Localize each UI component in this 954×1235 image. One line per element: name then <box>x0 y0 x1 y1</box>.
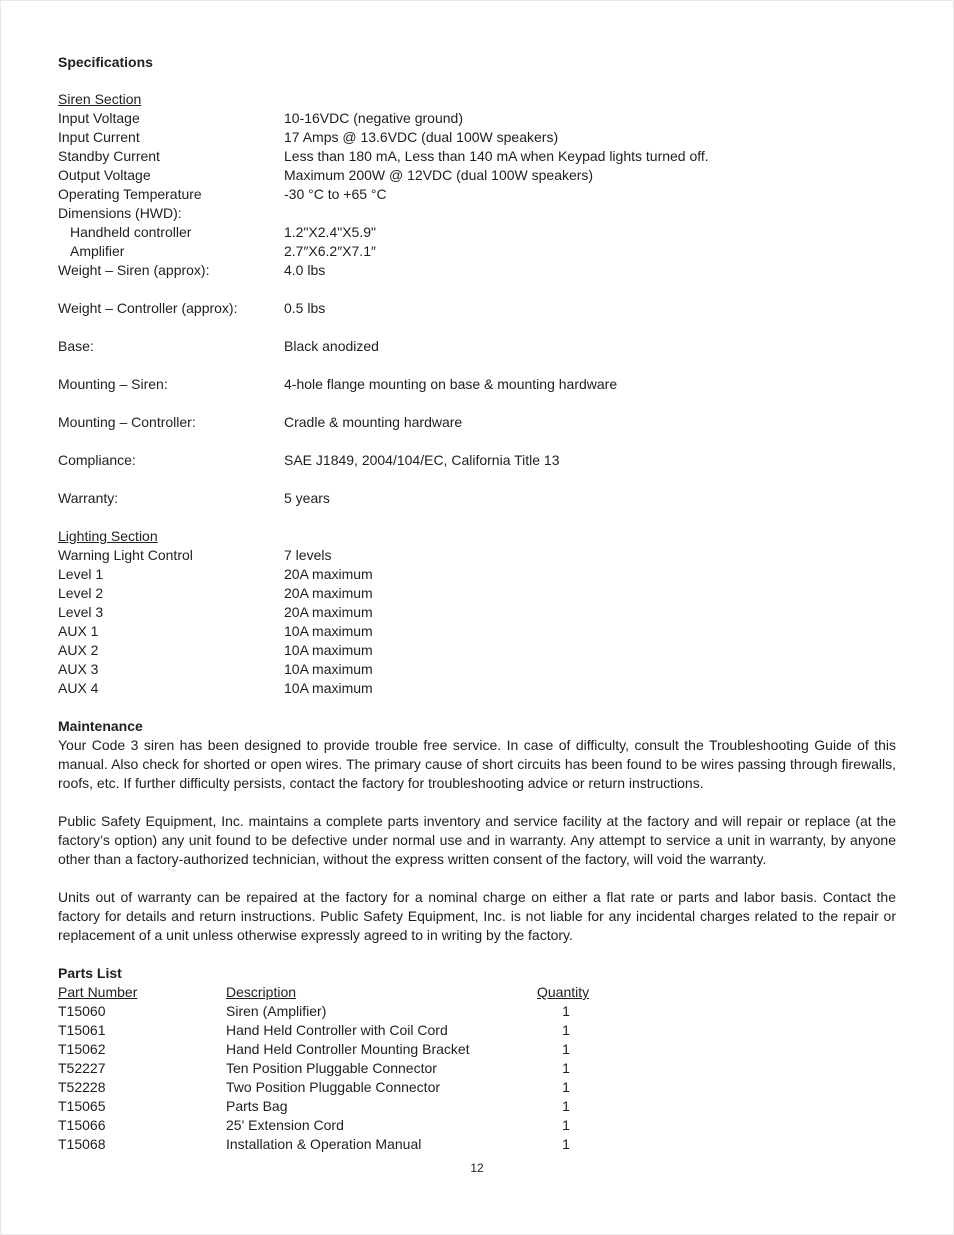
spec-row <box>58 147 896 166</box>
parts-list-row <box>58 1078 896 1097</box>
spec-row <box>58 109 896 128</box>
spec-value: 4.0 lbs <box>284 262 326 278</box>
parts-list-table <box>58 983 896 1154</box>
parts-list-rows <box>58 1002 896 1154</box>
parts-header-description: Description <box>226 984 297 1000</box>
spec-label: Operating Temperature <box>58 186 202 202</box>
spec-row <box>58 337 896 356</box>
spec-value <box>284 204 896 223</box>
spec-row <box>58 679 896 698</box>
spec-value: 4-hole flange mounting on base & mounting hardware <box>284 376 618 392</box>
spec-value: 17 Amps @ 13.6VDC (dual 100W speakers) <box>284 129 559 145</box>
spec-label: Mounting – Controller: <box>58 414 196 430</box>
quantity-cell: 1 <box>562 1060 570 1076</box>
spec-label: Weight – Controller (approx): <box>58 300 238 316</box>
maintenance-paragraphs <box>58 736 896 945</box>
description-cell: Ten Position Pluggable Connector <box>226 1060 437 1076</box>
spec-label: Base: <box>58 338 94 354</box>
spec-row <box>58 546 896 565</box>
parts-header-quantity: Quantity <box>537 984 590 1000</box>
spec-label: Mounting – Siren: <box>58 376 168 392</box>
part-number-cell: T15060 <box>58 1003 106 1019</box>
part-number-cell: T15065 <box>58 1098 106 1114</box>
spec-label: Level 1 <box>58 566 104 582</box>
spec-label: Level 3 <box>58 604 104 620</box>
parts-header-description-cell <box>226 983 537 1002</box>
parts-list-row <box>58 1040 896 1059</box>
spec-label: AUX 2 <box>58 642 99 658</box>
spec-row <box>58 451 896 470</box>
spec-value: SAE J1849, 2004/104/EC, California Title 13 <box>284 452 560 468</box>
description-cell: Parts Bag <box>226 1098 288 1114</box>
spec-row <box>58 641 896 660</box>
spec-label: Weight – Siren (approx): <box>58 262 210 278</box>
spec-value: Black anodized <box>284 338 379 354</box>
spec-value: 0.5 lbs <box>284 300 326 316</box>
spec-value: 2.7″X6.2″X7.1″ <box>284 243 376 259</box>
spec-value: Maximum 200W @ 12VDC (dual 100W speakers) <box>284 167 594 183</box>
spec-label: AUX 4 <box>58 680 99 696</box>
spec-row <box>58 223 896 242</box>
parts-list-row <box>58 1116 896 1135</box>
spec-label: Warranty: <box>58 490 119 506</box>
spec-label: Level 2 <box>58 585 104 601</box>
spec-value: Less than 180 mA, Less than 140 mA when Keypad lights turned off. <box>284 148 709 164</box>
part-number-cell: T15061 <box>58 1022 106 1038</box>
spec-row <box>58 489 896 508</box>
part-number-cell: T15066 <box>58 1117 106 1133</box>
parts-header-quantity-cell <box>537 983 595 1002</box>
parts-list-heading: Parts List <box>58 965 122 981</box>
quantity-cell: 1 <box>562 1117 570 1133</box>
spec-value: 10A maximum <box>284 661 373 677</box>
spec-label: Output Voltage <box>58 167 151 183</box>
spec-value: 10A maximum <box>284 642 373 658</box>
spec-row <box>58 565 896 584</box>
parts-header-part-number-cell <box>58 983 226 1002</box>
spec-row <box>58 242 896 261</box>
parts-list-row <box>58 1002 896 1021</box>
spec-row <box>58 603 896 622</box>
spec-value: -30 °C to +65 °C <box>284 186 387 202</box>
parts-list-header-row <box>58 983 896 1002</box>
quantity-cell: 1 <box>562 1003 570 1019</box>
maintenance-paragraph: Your Code 3 siren has been designed to provide trouble free service. In case of difficulty, consult the Troubleshooting Guide of this manual. Also check for shorted or open wires. The primary cause of short circuits has been found to be wires passing through firewalls, roofs, etc. If further difficulty persists, contact the factory for troubleshooting advice or return instructions. <box>58 737 896 791</box>
spec-value: 20A maximum <box>284 566 373 582</box>
spec-value: 20A maximum <box>284 585 373 601</box>
description-cell: Hand Held Controller Mounting Bracket <box>226 1041 470 1057</box>
description-cell: Siren (Amplifier) <box>226 1003 327 1019</box>
parts-list-row <box>58 1135 896 1154</box>
lighting-section <box>58 527 896 698</box>
description-cell: Hand Held Controller with Coil Cord <box>226 1022 448 1038</box>
spec-row <box>58 166 896 185</box>
lighting-spec-rows <box>58 546 896 698</box>
siren-section-title: Siren Section <box>58 91 142 107</box>
spec-label: Input Voltage <box>58 110 140 126</box>
description-cell: Two Position Pluggable Connector <box>226 1079 441 1095</box>
spec-row <box>58 128 896 147</box>
spec-label: Compliance: <box>58 452 136 468</box>
spec-value: Cradle & mounting hardware <box>284 414 463 430</box>
quantity-cell: 1 <box>562 1022 570 1038</box>
spec-value: 10A maximum <box>284 680 373 696</box>
page-number: 12 <box>470 1161 484 1175</box>
spec-row <box>58 584 896 603</box>
lighting-section-title: Lighting Section <box>58 528 158 544</box>
spec-label: Input Current <box>58 129 140 145</box>
spec-row <box>58 622 896 641</box>
siren-spec-rows <box>58 109 896 508</box>
spec-label: Warning Light Control <box>58 547 193 563</box>
spec-row <box>58 261 896 280</box>
spec-row <box>58 204 896 223</box>
spec-value: 5 years <box>284 490 330 506</box>
spec-row <box>58 375 896 394</box>
spec-label: Handheld controller <box>70 224 192 240</box>
spec-label: Dimensions (HWD): <box>58 205 182 221</box>
spec-value: 20A maximum <box>284 604 373 620</box>
spec-row <box>58 185 896 204</box>
maintenance-heading: Maintenance <box>58 718 143 734</box>
quantity-cell: 1 <box>562 1079 570 1095</box>
spec-row <box>58 299 896 318</box>
part-number-cell: T15068 <box>58 1136 106 1152</box>
spec-label: Standby Current <box>58 148 160 164</box>
quantity-cell: 1 <box>562 1041 570 1057</box>
description-cell: 25' Extension Cord <box>226 1117 344 1133</box>
description-cell: Installation & Operation Manual <box>226 1136 422 1152</box>
parts-list-row <box>58 1021 896 1040</box>
parts-header-part-number: Part Number <box>58 984 138 1000</box>
part-number-cell: T15062 <box>58 1041 106 1057</box>
maintenance-paragraph: Public Safety Equipment, Inc. maintains a complete parts inventory and service facility at the factory and will repair or replace (at the factory’s option) any unit found to be defective under normal use and in warranty. Any attempt to service a unit in warranty, by anyone other than a factory-authorized technician, without the express written consent of the factory, will void the warranty. <box>58 813 896 867</box>
spec-label: AUX 3 <box>58 661 99 677</box>
siren-section <box>58 90 896 508</box>
maintenance-paragraph: Units out of warranty can be repaired at the factory for a nominal charge on either a flat rate or parts and labor basis. Contact the factory for details and return instructions. Public Safety Equipment, Inc. is not liable for any incidental charges related to the repair or replacement of a unit unless otherwise expressly agreed to in writing by the factory. <box>58 889 896 943</box>
spec-value: 7 levels <box>284 547 332 563</box>
spec-label: Amplifier <box>70 243 125 259</box>
spec-row <box>58 413 896 432</box>
specifications-heading: Specifications <box>58 54 153 70</box>
part-number-cell: T52228 <box>58 1079 106 1095</box>
quantity-cell: 1 <box>562 1098 570 1114</box>
spec-value: 1.2"X2.4"X5.9" <box>284 224 376 240</box>
quantity-cell: 1 <box>562 1136 570 1152</box>
parts-list-row <box>58 1097 896 1116</box>
spec-value: 10-16VDC (negative ground) <box>284 110 463 126</box>
parts-list-row <box>58 1059 896 1078</box>
spec-row <box>58 660 896 679</box>
spec-label: AUX 1 <box>58 623 99 639</box>
spec-value: 10A maximum <box>284 623 373 639</box>
part-number-cell: T52227 <box>58 1060 106 1076</box>
